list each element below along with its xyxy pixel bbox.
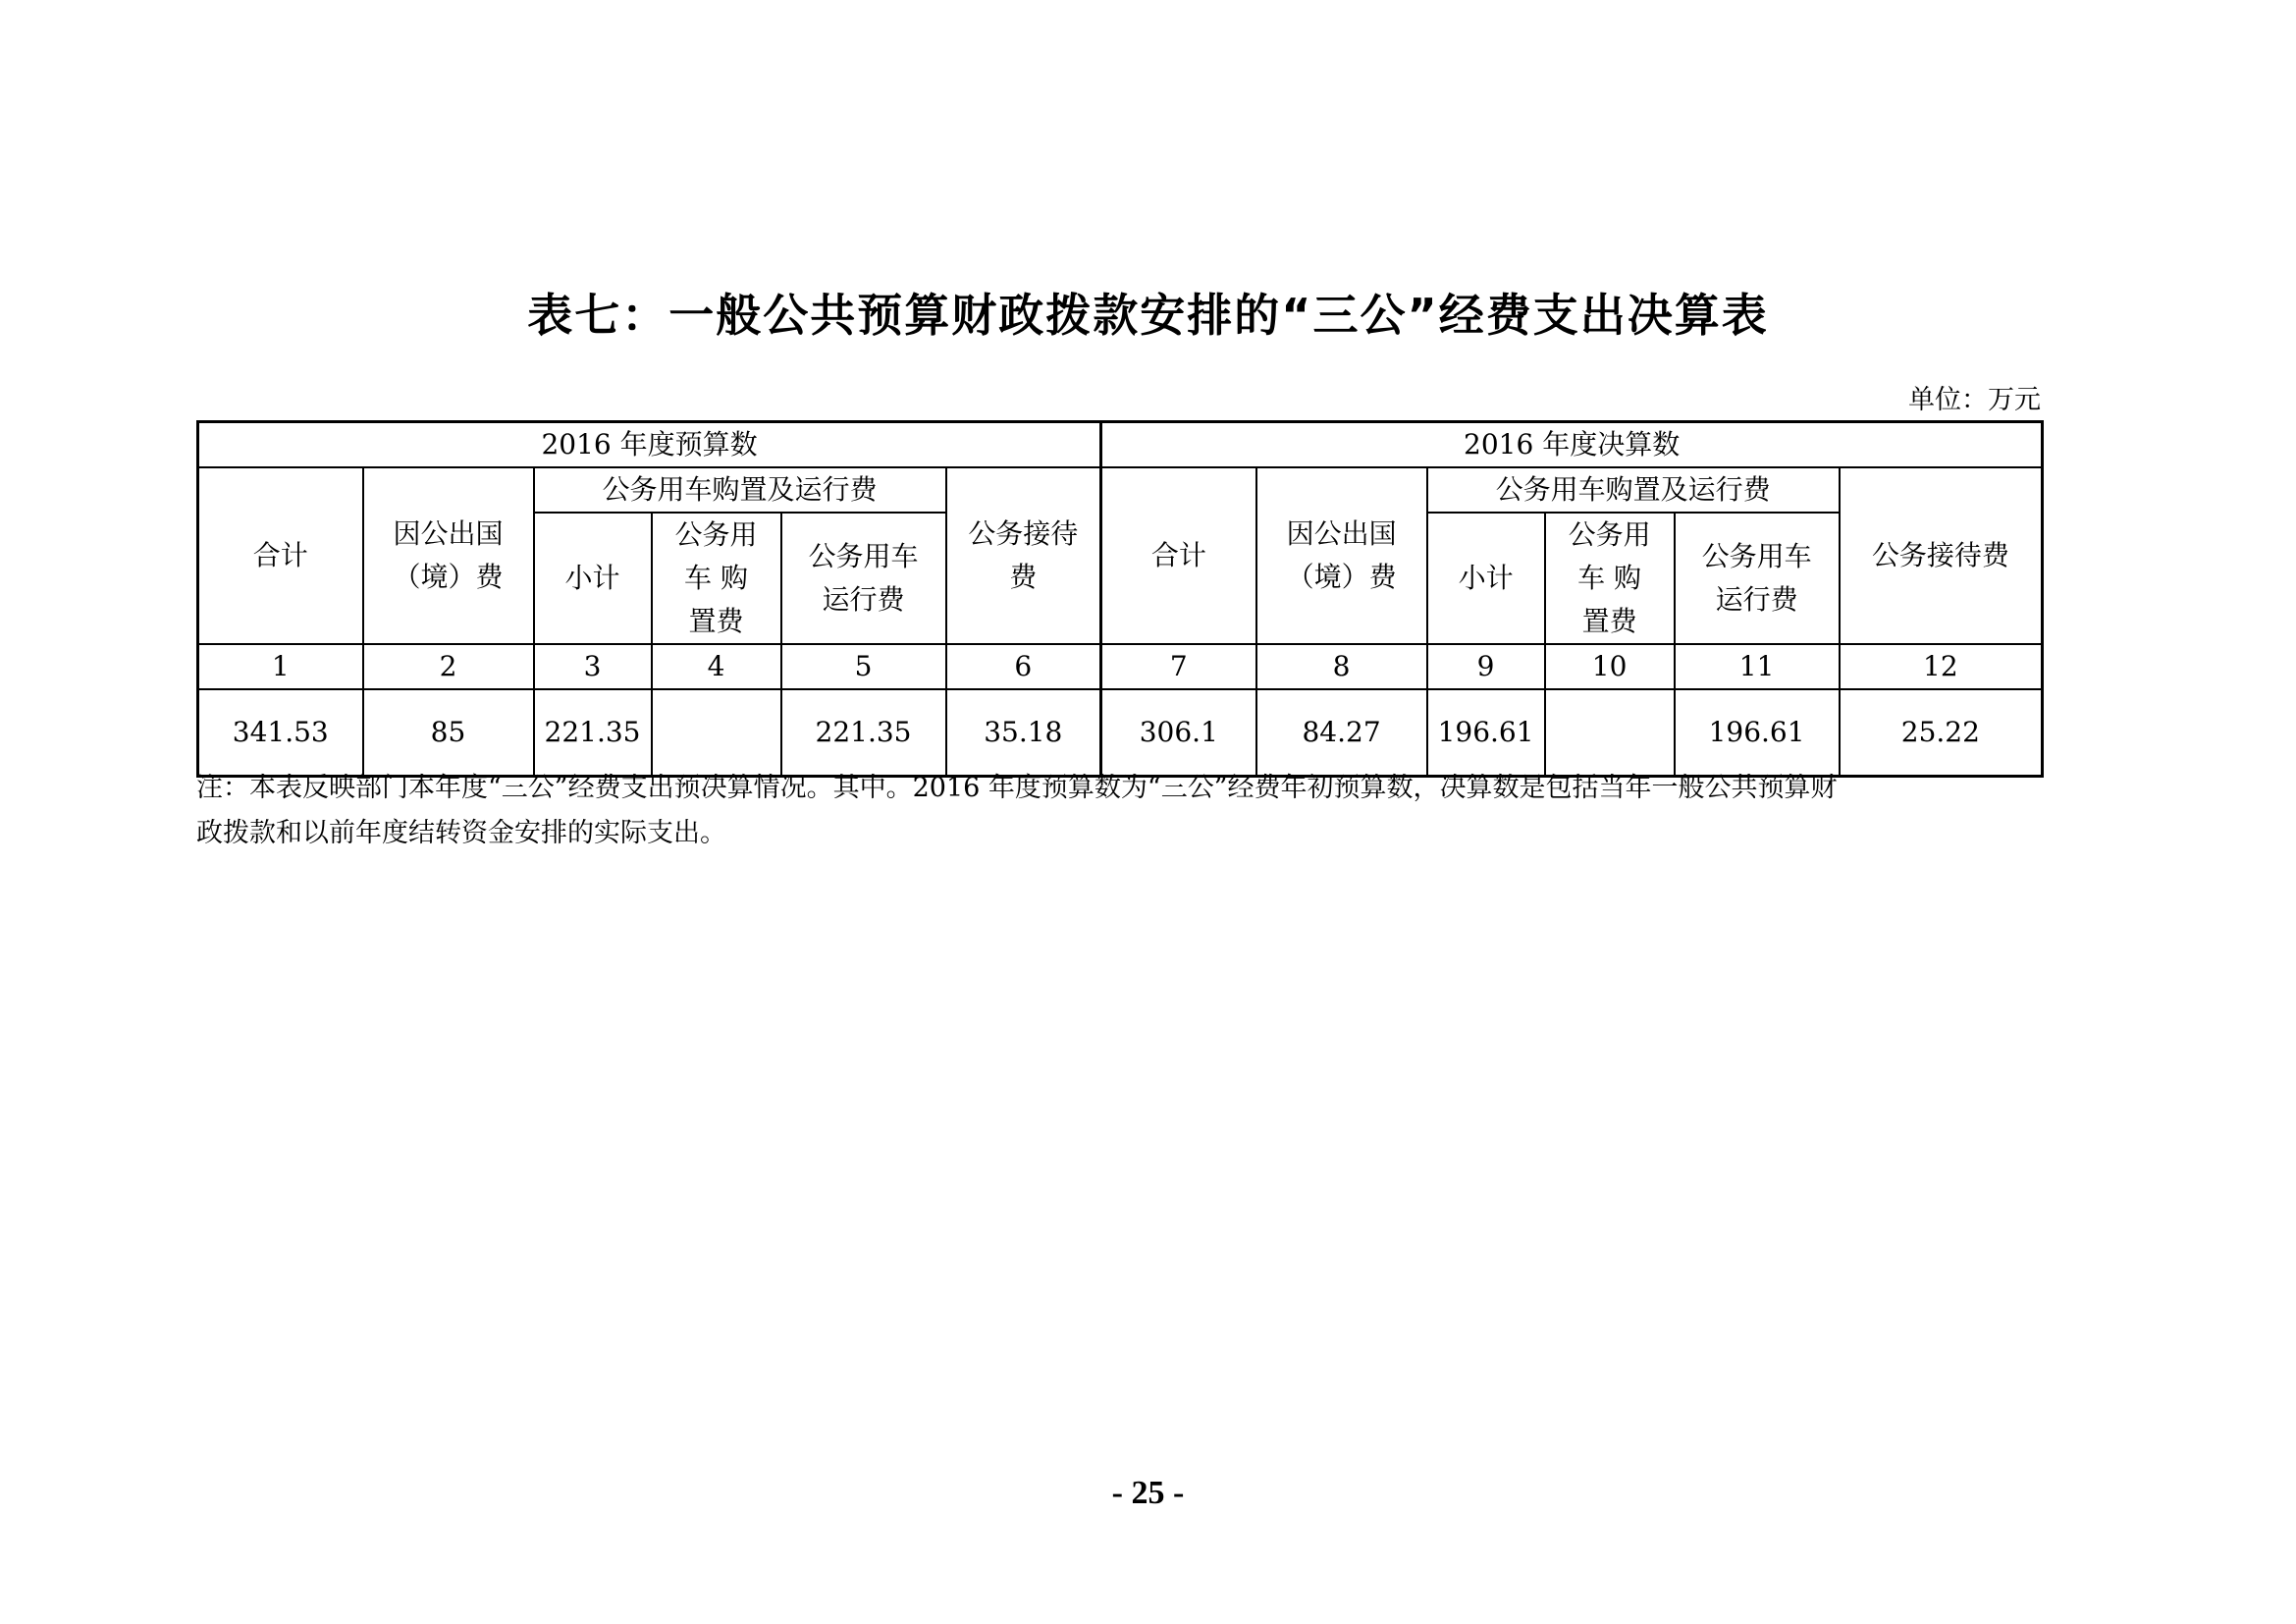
header-vehicle-group: 公务用车购置及运行费 xyxy=(534,467,946,513)
cell-final-subtotal: 196.61 xyxy=(1427,689,1545,776)
page-number: - 25 - xyxy=(1111,1475,1185,1511)
cell-budget-abroad: 85 xyxy=(363,689,534,776)
cell-final-purchase xyxy=(1545,689,1675,776)
header-total-final: 合计 xyxy=(1101,467,1256,644)
cell-budget-total: 341.53 xyxy=(198,689,363,776)
note-line: 政拨款和以前年度结转资金安排的实际支出。 xyxy=(196,818,726,848)
col-num: 4 xyxy=(652,644,781,689)
budget-group-header: 2016 年度预算数 xyxy=(198,422,1101,468)
final-group-header: 2016 年度决算数 xyxy=(1101,422,2043,468)
cell-final-running: 196.61 xyxy=(1675,689,1840,776)
cell-final-reception: 25.22 xyxy=(1840,689,2043,776)
header-abroad-final: 因公出国 （境）费 xyxy=(1256,467,1427,644)
col-num: 9 xyxy=(1427,644,1545,689)
table-note xyxy=(196,766,2042,856)
col-num: 3 xyxy=(534,644,652,689)
table-row xyxy=(198,689,2043,776)
cell-budget-reception: 35.18 xyxy=(946,689,1101,776)
expense-table xyxy=(196,420,2044,778)
header-reception-final: 公务接待费 xyxy=(1840,467,2043,644)
header-purchase-final: 公务用 车 购 置费 xyxy=(1545,513,1675,644)
cell-budget-running: 221.35 xyxy=(781,689,946,776)
col-num: 2 xyxy=(363,644,534,689)
header-running-final: 公务用车 运行费 xyxy=(1675,513,1840,644)
header-total: 合计 xyxy=(198,467,363,644)
header-reception: 公务接待 费 xyxy=(946,467,1101,644)
cell-final-total: 306.1 xyxy=(1101,689,1256,776)
header-abroad: 因公出国 （境）费 xyxy=(363,467,534,644)
col-num: 11 xyxy=(1675,644,1840,689)
col-num: 1 xyxy=(198,644,363,689)
page-title: 表七：一般公共预算财政拨款安排的“三公”经费支出决算表 xyxy=(527,289,1769,342)
cell-final-abroad: 84.27 xyxy=(1256,689,1427,776)
header-subtotal: 小计 xyxy=(534,513,652,644)
col-num: 10 xyxy=(1545,644,1675,689)
header-subtotal-final: 小计 xyxy=(1427,513,1545,644)
col-num: 5 xyxy=(781,644,946,689)
note-line: 注：本表反映部门本年度“三公”经费支出预决算情况。其中。2016 年度预算数为“三公”经费年初预算数，决算数是包括当年一般公共预算财 xyxy=(196,773,1838,803)
header-purchase: 公务用 车 购 置费 xyxy=(652,513,781,644)
col-num: 7 xyxy=(1101,644,1256,689)
cell-budget-subtotal: 221.35 xyxy=(534,689,652,776)
header-running: 公务用车 运行费 xyxy=(781,513,946,644)
column-number-row xyxy=(198,644,2043,689)
col-num: 12 xyxy=(1840,644,2043,689)
header-vehicle-group-final: 公务用车购置及运行费 xyxy=(1427,467,1840,513)
col-num: 8 xyxy=(1256,644,1427,689)
unit-label: 单位：万元 xyxy=(1908,385,2041,415)
col-num: 6 xyxy=(946,644,1101,689)
cell-budget-purchase xyxy=(652,689,781,776)
